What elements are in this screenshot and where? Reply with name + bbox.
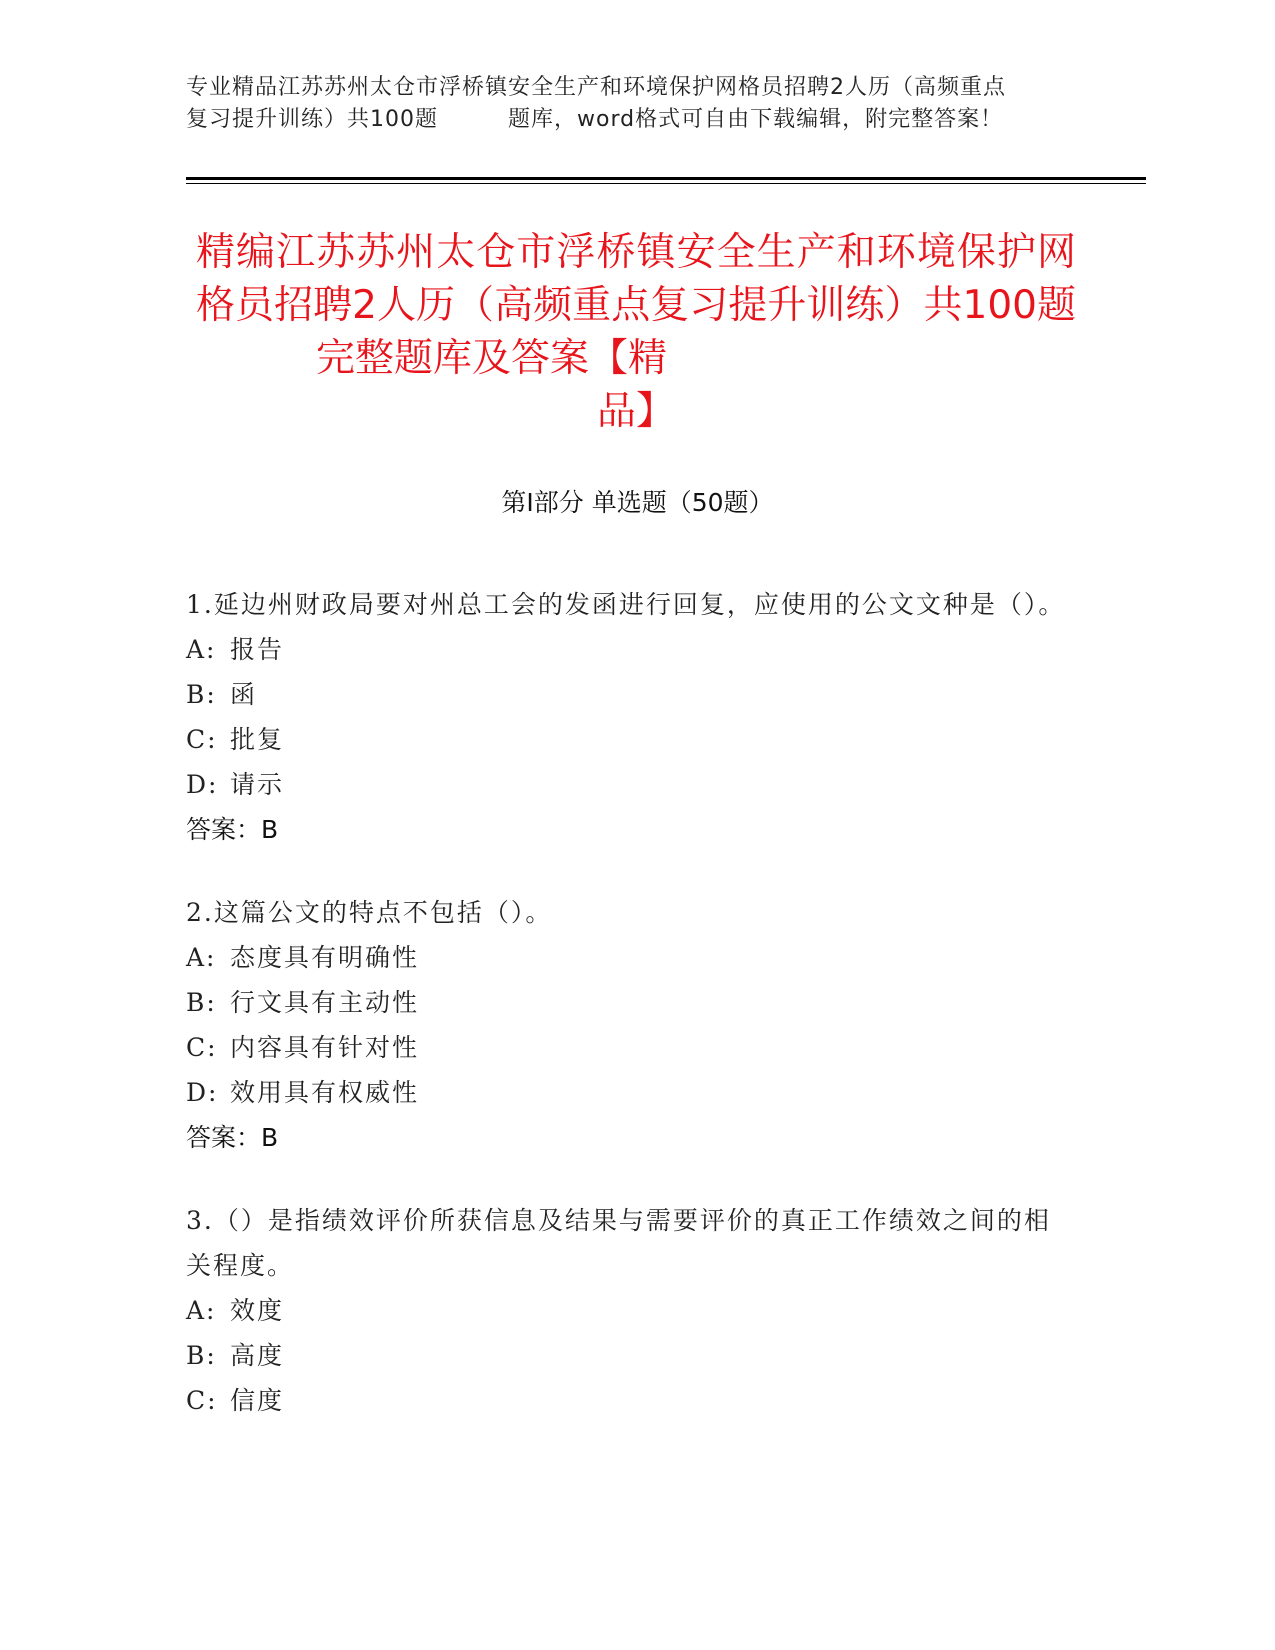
- option-a: [186, 627, 1066, 672]
- option-c: [186, 1025, 1066, 1070]
- option-text: 信度: [230, 1386, 285, 1415]
- option-key: C:: [186, 1033, 218, 1062]
- option-a: [186, 1288, 1066, 1333]
- option-a: [186, 935, 1066, 980]
- option-c: [186, 717, 1066, 762]
- header-divider-thin: [186, 183, 1146, 184]
- option-text: 效度: [230, 1296, 285, 1325]
- header-line-2b: 题库，word格式可自由下载编辑，附完整答案！: [508, 107, 1004, 132]
- question-list: [186, 582, 1066, 1461]
- option-b: [186, 1333, 1066, 1378]
- option-text: 内容具有针对性: [230, 1033, 420, 1062]
- option-text: 态度具有明确性: [230, 943, 420, 972]
- question-3: [186, 1198, 1066, 1423]
- option-text: 行文具有主动性: [230, 988, 420, 1017]
- title-part-2: 完整题库及答案【精: [316, 336, 668, 381]
- option-key: D:: [186, 1078, 219, 1107]
- question-stem: 3.（）是指绩效评价所获信息及结果与需要评价的真正工作绩效之间的相关程度。: [186, 1206, 1051, 1280]
- option-key: B:: [186, 1341, 217, 1370]
- document-header: [186, 72, 1086, 136]
- option-b: [186, 980, 1066, 1025]
- option-text: 函: [230, 680, 258, 709]
- option-key: A:: [186, 943, 217, 972]
- option-d: [186, 762, 1066, 807]
- question-2: [186, 890, 1066, 1160]
- option-key: C:: [186, 1386, 218, 1415]
- question-stem: 2.这篇公文的特点不包括（）。: [186, 898, 553, 927]
- option-text: 批复: [230, 725, 285, 754]
- option-key: B:: [186, 680, 217, 709]
- answer: 答案：B: [186, 1123, 279, 1152]
- option-key: D:: [186, 770, 219, 799]
- option-key: A:: [186, 635, 217, 664]
- header-divider-thick: [186, 177, 1146, 180]
- title-part-1: 精编江苏苏州太仓市浮桥镇安全生产和环境保护网格员招聘2人历（高频重点复习提升训练）共100题: [196, 230, 1076, 328]
- option-d: [186, 1070, 1066, 1115]
- title-part-3: 品】: [596, 389, 675, 434]
- option-key: C:: [186, 725, 218, 754]
- option-b: [186, 672, 1066, 717]
- header-line-1: 专业精品江苏苏州太仓市浮桥镇安全生产和环境保护网格员招聘2人历（高频重点: [186, 75, 1006, 100]
- header-line-2a: 复习提升训练）共100题: [186, 107, 438, 132]
- document-title: [196, 226, 1076, 438]
- answer: 答案：B: [186, 815, 279, 844]
- option-text: 报告: [230, 635, 285, 664]
- option-key: A:: [186, 1296, 217, 1325]
- option-text: 请示: [230, 770, 285, 799]
- option-c: [186, 1378, 1066, 1423]
- question-1: [186, 582, 1066, 852]
- section-title: 第Ⅰ部分 单选题（50题）: [501, 488, 774, 517]
- option-text: 效用具有权威性: [230, 1078, 420, 1107]
- option-key: B:: [186, 988, 217, 1017]
- option-text: 高度: [230, 1341, 285, 1370]
- question-stem: 1.延边州财政局要对州总工会的发函进行回复，应使用的公文文种是（）。: [186, 590, 1066, 619]
